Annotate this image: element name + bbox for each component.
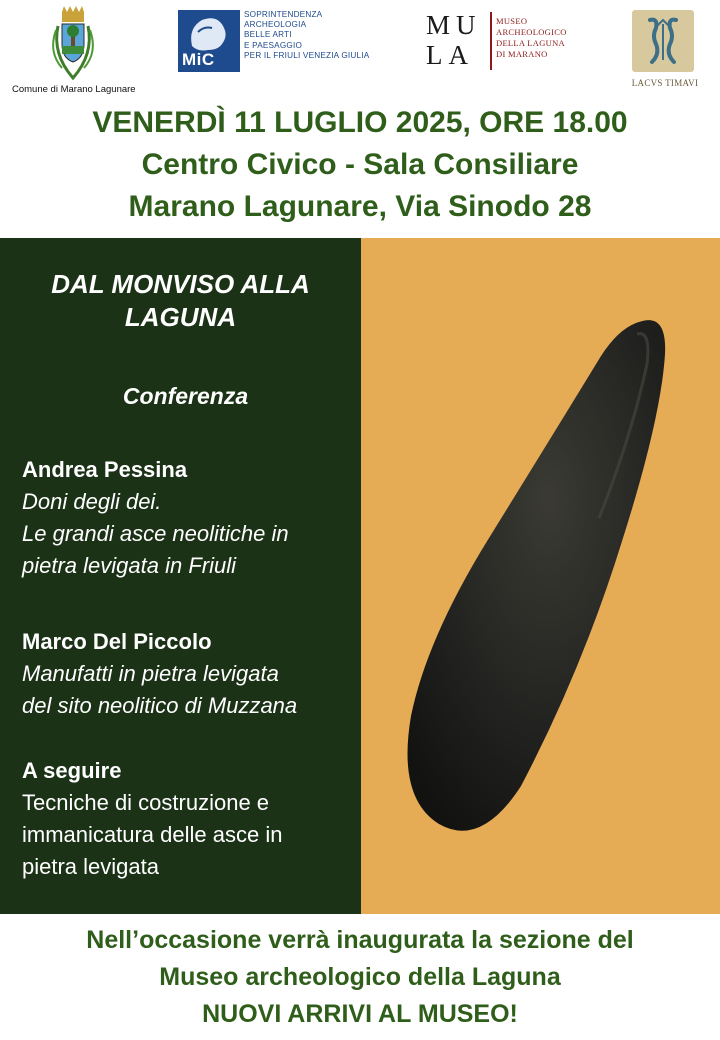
mic-line: PER IL FRIULI VENEZIA GIULIA [244,50,370,60]
mula-logo [426,10,576,76]
talk-line: pietra levigata in Friuli [22,553,236,578]
coat-of-arms-icon [12,4,134,82]
mic-line: BELLE ARTI [244,30,292,40]
mula-lines [496,16,567,60]
seahorses-icon [632,10,694,72]
mula-mark-top: MU [426,10,482,40]
event-type: Conferenza [122,383,249,409]
title-line: DAL MONVISO ALLA [51,269,310,299]
mic-text: MiC [182,50,215,69]
mic-line: SOPRINTENDENZA [244,10,323,19]
event-title [0,268,361,334]
event-venue: Centro Civico - Sala Consiliare [141,148,579,181]
mic-logo [178,10,368,72]
mic-mark [178,10,240,72]
mula-divider [490,12,492,70]
comune-caption: Comune di Marano Lagunare [12,84,136,95]
follow-heading: A seguire [22,758,122,783]
footer-line: Museo archeologico della Laguna [159,963,561,991]
mula-line: MUSEO [496,16,528,26]
follow-line: Tecniche di costruzione e [22,790,270,815]
mula-line: DI MARANO [496,49,548,59]
mula-mark-bottom: LA [426,40,474,70]
timavi-logo [630,10,700,92]
mula-line: ARCHEOLOGICO [496,27,567,37]
comune-logo [12,4,134,96]
event-datetime: VENERDÌ 11 LUGLIO 2025, ORE 18.00 [92,106,628,139]
talk-line: Le grandi asce neolitiche in [22,521,289,546]
follow-line: immanicatura delle asce in [22,822,283,847]
talk-block [22,626,357,722]
talk-block [22,454,357,582]
timavi-caption: LACVS TIMAVI [631,78,699,88]
speaker-name: Marco Del Piccolo [22,629,212,654]
image-panel [361,238,720,914]
mic-line: ARCHEOLOGIA [244,20,307,30]
stone-axe-image [361,238,720,914]
footer-announcement [0,922,720,1033]
talk-line: Doni degli dei. [22,489,162,514]
title-line: LAGUNA [124,302,237,332]
footer-line: Nell’occasione verrà inaugurata la sezione del [86,926,634,954]
talk-line: del sito neolitico di Muzzana [22,693,298,718]
mic-line: E PAESAGGIO [244,40,303,50]
event-header [0,102,720,228]
follow-block [22,755,357,883]
talk-line: Manufatti in pietra levigata [22,661,279,686]
footer-line: NUOVI ARRIVI AL MUSEO! [202,1000,518,1028]
mula-line: DELLA LAGUNA [496,38,565,48]
speaker-name: Andrea Pessina [22,457,188,482]
logo-bar [0,0,720,100]
program-panel [0,238,361,914]
event-address: Marano Lagunare, Via Sinodo 28 [128,190,592,223]
follow-line: pietra levigata [22,854,159,879]
mic-lines [244,10,374,61]
